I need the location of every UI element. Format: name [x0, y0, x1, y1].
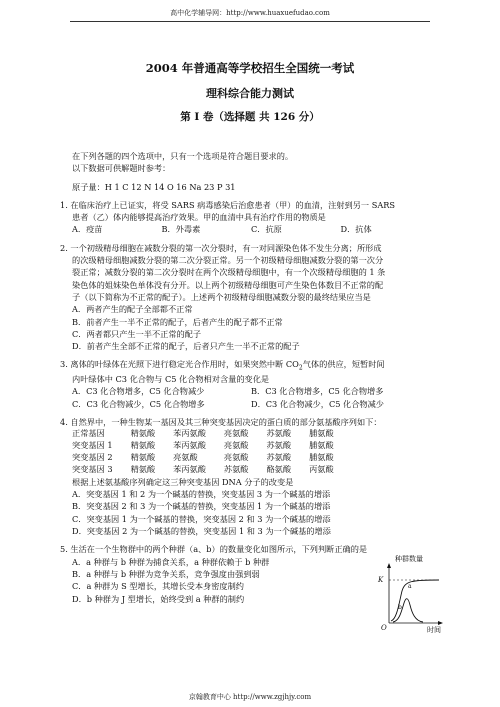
q1-option-a: A．疫苗: [72, 224, 103, 235]
q5-option-a: A．a 种群与 b 种群为捕食关系，a 种群依赖于 b 种群: [72, 556, 270, 567]
q5-block: [60, 543, 441, 634]
atomic-weights: 原子量：H 1 C 12 N 14 O 16 Na 23 P 31: [72, 181, 236, 192]
q5-option-c: C．a 种群为 S 型增长，其增长受本身密度制约: [72, 581, 244, 592]
q5-option-d: D．b 种群为 J 型增长，始终受到 a 种群的制约: [72, 593, 245, 604]
q2-option-a: A．两者产生的配子全部都不正常: [72, 304, 193, 315]
section-title: 第 I 卷（选择题 共 126 分）: [180, 110, 320, 123]
intro-line-2: 以下数据可供解题时参考：: [72, 163, 171, 174]
graph-curve-a: [391, 580, 439, 621]
population-graph: [375, 553, 445, 633]
graph-label-b: b: [398, 604, 402, 612]
q3-option-a: A．C3 化合物增多，C5 化合物减少: [72, 386, 205, 397]
q5-option-b: B．a 种群与 b 种群为竞争关系，竞争强度由强到弱: [72, 568, 260, 579]
q2-option-d: D．前者产生全部不正常的配子，后者只产生一半不正常的配子: [72, 341, 300, 352]
q3-stem-2: 内叶绿体中 C3 化合物与 C5 化合物相对含量的变化是: [72, 374, 270, 385]
page-header: 高中化学辅导网：http://www.huaxuefudao.com: [70, 8, 430, 22]
table-row: 突变基因 1 精氨酸 苯丙氨酸 亮氨酸 苏氨酸 脯氨酸: [72, 440, 334, 451]
q3-options-row-2: [60, 398, 430, 410]
q1-option-d: D．抗体: [340, 224, 372, 235]
q3-stem-1: 3. 离体的叶绿体在光照下进行稳定光合作用时，如果突然中断 $CO_2$气体的供应，短暂时间: [60, 359, 385, 373]
exam-subtitle: 理科综合能力测试: [206, 87, 294, 101]
q1-stem-1: 1. 在临床治疗上已证实，将受 SARS 病毒感染后治愈患者（甲）的血清，注射到另一 SARS: [60, 199, 396, 210]
graph-x-arrow: [438, 621, 443, 625]
q4-option-a: A．突变基因 1 和 2 为一个碱基的替换，突变基因 3 为一个碱基的增添: [72, 489, 331, 500]
q4-stem: 4. 自然界中，一种生物某一基因及其三种突变基因决定的蛋白质的部分氨基酸序列如下：: [60, 416, 382, 427]
page-footer: 京翰教育中心 http://www.zgjhjy.com: [188, 693, 312, 701]
q2-stem-1: 2. 一个初级精母细胞在减数分裂的第一次分裂时，有一对同源染色体不发生分离；所形成: [60, 242, 382, 253]
table-row: 正常基因 精氨酸 苯丙氨酸 亮氨酸 苏氨酸 脯氨酸: [72, 428, 334, 439]
q1-option-c: C．抗原: [251, 224, 282, 235]
title-block: [0, 60, 500, 126]
q5-stem: 5. 生活在一个生物群中的两个种群（a、b）的数量变化如图所示，下列判断正确的是: [60, 544, 368, 555]
q4-option-d: D．突变基因 2 为一个碱基的替换，突变基因 1 和 3 为一个碱基的增添: [72, 526, 331, 537]
q2-stem-3: 裂正常；减数分裂的第二次分裂时在两个次级精母细胞中，有一个次级精母细胞的 1 条: [72, 267, 386, 278]
q2-stem-2: 的次级精母细胞减数分裂的第二次分裂正常。另一个初级精母细胞减数分裂的第一次分: [72, 255, 384, 266]
q4-option-b: B．突变基因 2 和 3 为一个碱基的替换，突变基因 1 为一个碱基的增添: [72, 501, 331, 512]
q2-stem-5: 子（以下简称为不正常的配子）。上述两个初级精母细胞减数分裂的最终结果应当是: [72, 291, 371, 302]
graph-origin: O: [381, 624, 387, 633]
q2-stem-4: 染色体的姐妹染色单体没有分开。以上两个初级精母细胞可产生染色体数目不正常的配: [72, 279, 384, 290]
question-content: [60, 150, 441, 634]
graph-xlabel: 时间: [427, 626, 441, 634]
table-row: 突变基因 2 精氨酸 亮氨酸 亮氨酸 苏氨酸 脯氨酸: [72, 452, 334, 463]
graph-k-label: K: [378, 576, 384, 585]
table-row: 突变基因 3 精氨酸 苯丙氨酸 苏氨酸 酪氨酸 丙氨酸: [72, 463, 334, 474]
intro-line-1: 在下列各题的四个选项中，只有一个选项是符合题目要求的。: [72, 151, 294, 161]
q4-option-c: C．突变基因 1 为一个碱基的替换，突变基因 2 和 3 为一个碱基的增添: [72, 513, 331, 524]
graph-ylabel: 种群数量: [395, 555, 423, 564]
q1-stem-2: 患者（乙）体内能够提高治疗效果。甲的血清中具有治疗作用的物质是: [72, 212, 326, 223]
graph-y-arrow: [387, 563, 391, 568]
graph-label-a: a: [408, 583, 412, 591]
q2-option-c: C．两者都只产生一半不正常的配子: [72, 328, 202, 339]
q3-option-b: B．C3 化合物增多，C5 化合物增多: [251, 386, 384, 397]
exam-title: 2004 年普通高等学校招生全国统一考试: [145, 61, 355, 75]
q3-options-row-1: [60, 385, 430, 397]
amino-acid-table: [72, 428, 352, 476]
q3-option-c: C．C3 化合物减少，C5 化合物增多: [72, 398, 205, 409]
q4-prompt: 根据上述氨基酸序列确定这三种突变基因 DNA 分子的改变是: [72, 476, 294, 487]
q2-option-b: B．前者产生一半不正常的配子，后者产生的配子都不正常: [72, 316, 283, 327]
q1-option-b: B．外毒素: [161, 224, 201, 235]
q3-option-d: D．C3 化合物减少，C5 化合物减少: [251, 398, 384, 409]
q1-options: [60, 223, 430, 235]
